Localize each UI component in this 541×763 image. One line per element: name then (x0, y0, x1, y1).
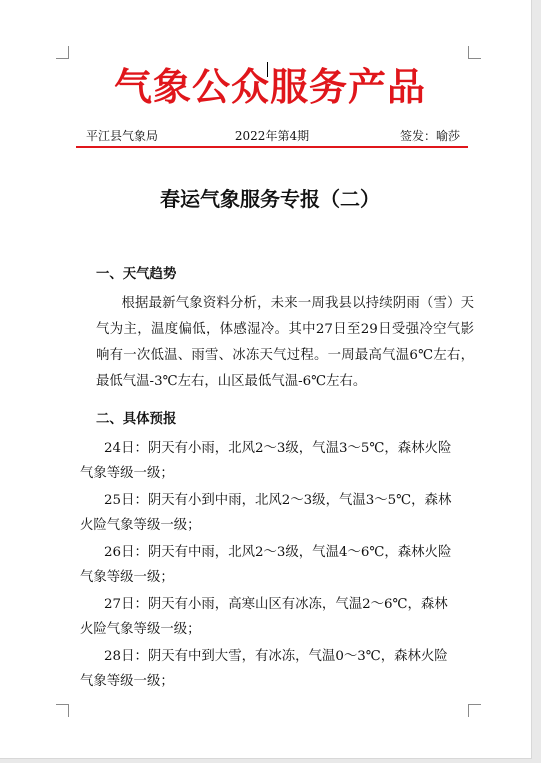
forecast-day[interactable] (80, 488, 474, 538)
forecast-day-line: 气象等级一级； (80, 674, 174, 689)
forecast-day[interactable] (80, 644, 474, 694)
trend-paragraph[interactable] (96, 291, 474, 395)
section-heading-forecast[interactable]: 二、具体预报 (96, 411, 177, 427)
forecast-day-line: 28日：阴天有中到大雪，有冰冻，气温0～3℃，森林火险 (104, 649, 448, 664)
signer-name[interactable]: 签发：喻莎 (399, 129, 460, 143)
margin-mark-bottom-left (56, 704, 69, 717)
trend-line: 气为主，温度偏低，体感湿冷。其中27日至29日受强冷空气影 (96, 322, 474, 337)
red-header-rule (76, 146, 468, 148)
forecast-day-line: 24日：阴天有小雨，北风2～3级，气温3～5℃，森林火险 (104, 441, 452, 456)
forecast-day-line: 火险气象等级一级； (80, 622, 201, 637)
issue-number[interactable]: 2022年第4期 (234, 129, 310, 143)
forecast-day-line: 27日：阴天有小雨，高寒山区有冰冻，气温2～6℃，森林 (104, 597, 448, 612)
issue-info-line (76, 127, 468, 145)
issuer-name[interactable]: 平江县气象局 (86, 129, 159, 143)
document-title[interactable]: 春运气象服务专报（二） (160, 187, 380, 211)
trend-line: 最低气温-3℃左右，山区最低气温-6℃左右。 (96, 374, 367, 389)
trend-line: 根据最新气象资料分析，未来一周我县以持续阴雨（雪）天 (121, 296, 474, 311)
forecast-day-line: 火险气象等级一级； (80, 518, 201, 533)
document-body (80, 256, 474, 696)
forecast-day-line: 气象等级一级； (80, 466, 174, 481)
masthead-title[interactable]: 气象公众服务产品 (113, 65, 426, 109)
forecast-day[interactable] (80, 592, 474, 642)
margin-mark-top-left (56, 46, 69, 59)
forecast-day[interactable] (80, 436, 474, 486)
forecast-day-line: 25日：阴天有小到中雨，北风2～3级，气温3～5℃，森林 (104, 493, 452, 508)
margin-mark-top-right (468, 46, 481, 59)
forecast-day[interactable] (80, 540, 474, 590)
forecast-day-line: 26日：阴天有中雨，北风2～3级，气温4～6℃，森林火险 (104, 545, 452, 560)
forecast-day-line: 气象等级一级； (80, 570, 174, 585)
margin-mark-bottom-right (468, 704, 481, 717)
section-heading-trend[interactable]: 一、天气趋势 (96, 266, 177, 282)
trend-line: 响有一次低温、雨雪、冰冻天气过程。一周最高气温6℃左右， (96, 348, 474, 363)
